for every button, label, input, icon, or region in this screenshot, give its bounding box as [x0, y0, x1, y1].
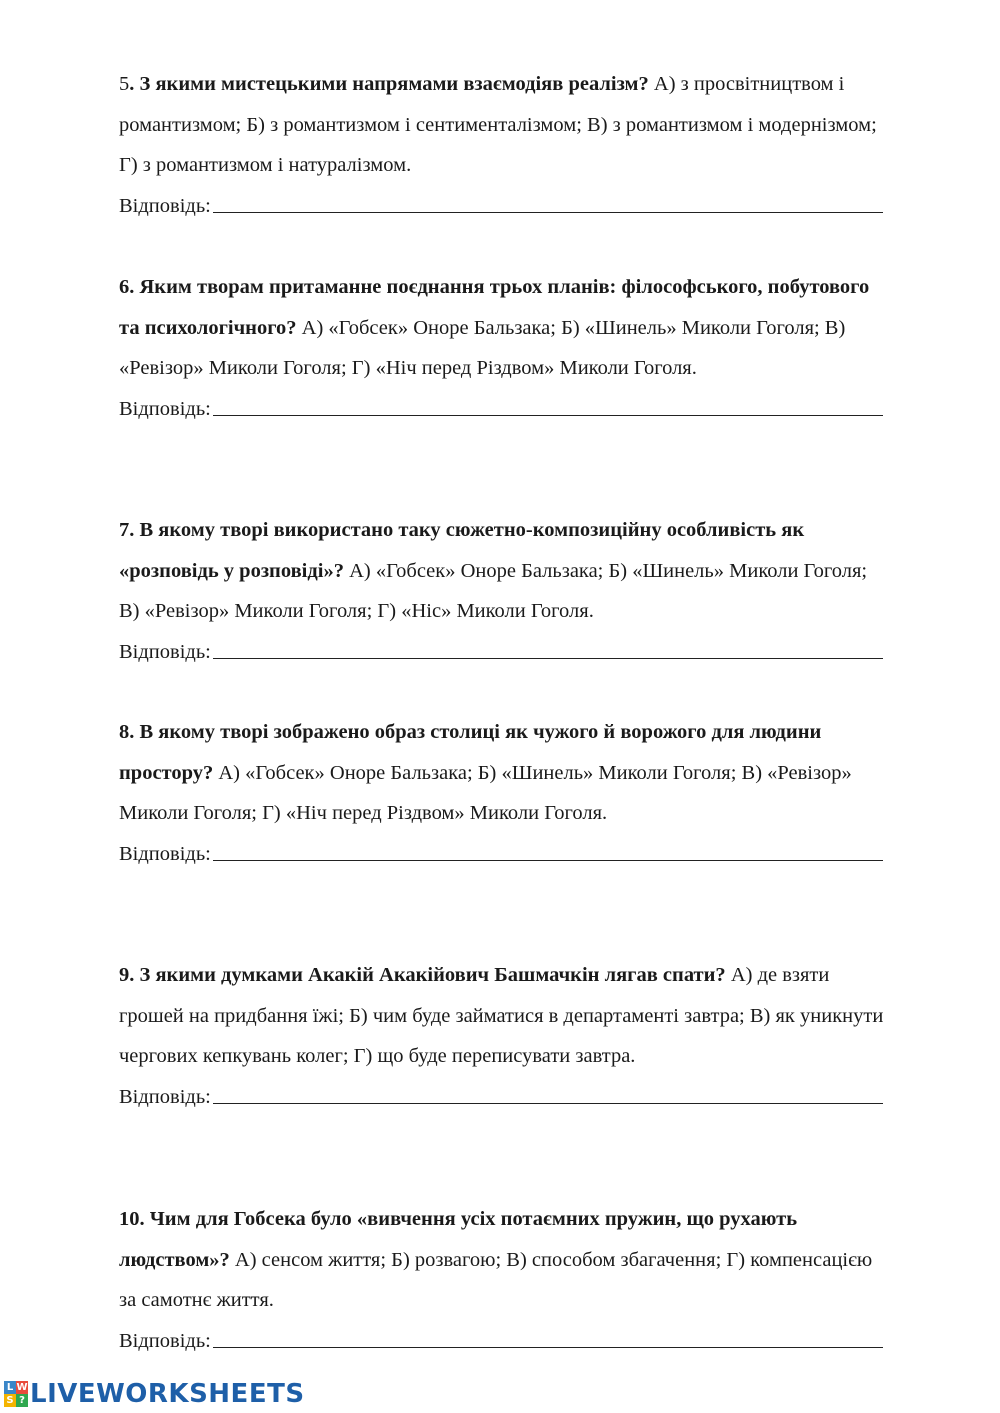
- question-8: [119, 712, 889, 874]
- liveworksheets-logo[interactable]: [4, 1379, 305, 1409]
- logo-mark-cell: S: [4, 1394, 16, 1407]
- logo-mark-cell: ?: [16, 1394, 28, 1407]
- question-5-answer[interactable]: [119, 186, 883, 227]
- question-7-answer[interactable]: [119, 632, 883, 673]
- question-9-answer[interactable]: [119, 1077, 883, 1118]
- answer-blank-line[interactable]: [213, 415, 883, 416]
- logo-text: LIVEWORKSHEETS: [30, 1379, 305, 1409]
- question-7-text: 7. В якому творі використано таку сюжетно-композиційну особливість як «розповідь у розповіді»?: [119, 519, 805, 582]
- question-6-answer[interactable]: [119, 389, 883, 430]
- answer-label: Відповідь:: [119, 842, 211, 865]
- answer-label: Відповідь:: [119, 1085, 211, 1108]
- question-6-options: А) «Гобсек» Оноре Бальзака; Б) «Шинель» Миколи Гоголя; В) «Ревізор» Миколи Гоголя; Г) «Ніч перед Різдвом» Миколи Гоголя.: [119, 316, 846, 379]
- answer-label: Відповідь:: [119, 397, 211, 420]
- question-6: [119, 267, 889, 429]
- question-7-options: А) «Гобсек» Оноре Бальзака; Б) «Шинель» Миколи Гоголя; В) «Ревізор» Миколи Гоголя; Г) «Ніс» Миколи Гоголя.: [119, 559, 868, 622]
- answer-blank-line[interactable]: [213, 1103, 883, 1104]
- question-6-text: 6. Яким творам притаманне поєднання трьох планів: філософського, побутового та психологічного?: [119, 276, 870, 339]
- question-5-number: 5: [119, 73, 130, 95]
- question-10-options: А) сенсом життя; Б) розвагою; В) способом збагачення; Г) компенсацією за самотнє життя.: [119, 1248, 873, 1311]
- question-5: [119, 64, 889, 226]
- question-8-answer[interactable]: [119, 834, 883, 875]
- question-10-answer[interactable]: [119, 1321, 883, 1362]
- question-10: [119, 1199, 889, 1361]
- question-5-text: . З якими мистецькими напрямами взаємодіяв реалізм?: [129, 73, 649, 95]
- question-5-options: А) з просвітництвом і романтизмом; Б) з романтизмом і сентименталізмом; В) з романтизмом і модернізмом; Г) з романтизмом і натуралізмом.: [119, 73, 877, 176]
- question-10-text: 10. Чим для Гобсека було «вивчення усіх потаємних пружин, що рухають людством»?: [119, 1208, 798, 1271]
- question-9-options: А) де взяти грошей на придбання їжі; Б) чим буде займатися в департаменті завтра; В) як уникнути чергових кепкувань колег; Г) що буде переписувати завтра.: [119, 964, 884, 1067]
- question-9-text: 9. З якими думками Акакій Акакійович Башмачкін лягав спати?: [119, 964, 726, 986]
- answer-blank-line[interactable]: [213, 860, 883, 861]
- logo-mark-cell: L: [4, 1381, 16, 1394]
- answer-blank-line[interactable]: [213, 212, 883, 213]
- question-7: [119, 510, 889, 672]
- answer-label: Відповідь:: [119, 194, 211, 217]
- question-8-options: А) «Гобсек» Оноре Бальзака; Б) «Шинель» Миколи Гоголя; В) «Ревізор» Миколи Гоголя; Г) «Ніч перед Різдвом» Миколи Гоголя.: [119, 761, 852, 824]
- logo-mark-cell: W: [16, 1382, 28, 1393]
- question-9: [119, 955, 889, 1117]
- answer-label: Відповідь:: [119, 1329, 211, 1352]
- answer-blank-line[interactable]: [213, 658, 883, 659]
- question-8-text: 8. В якому творі зображено образ столиці як чужого й ворожого для людини простору?: [119, 721, 822, 784]
- logo-mark-icon: [4, 1381, 28, 1407]
- answer-blank-line[interactable]: [213, 1347, 883, 1348]
- answer-label: Відповідь:: [119, 640, 211, 663]
